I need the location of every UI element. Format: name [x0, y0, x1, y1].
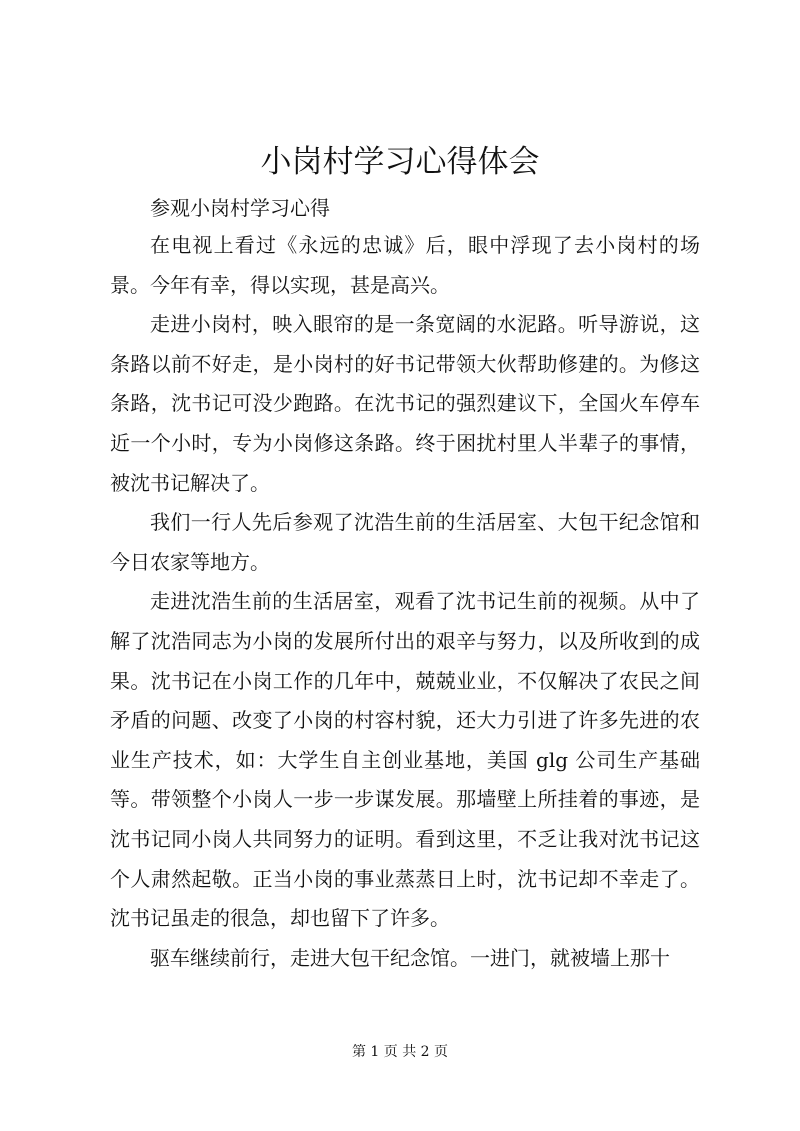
- document-body: [110, 226, 700, 978]
- document-subtitle: 参观小岗村学习心得: [150, 196, 330, 220]
- paragraph: 走进小岗村，映入眼帘的是一条宽阔的水泥路。听导游说，这条路以前不好走，是小岗村的好书记带领大伙帮助修建的。为修这条路，沈书记可没少跑路。在沈书记的强烈建议下，全国火车停车近一个小时，专为小岗修这条路。终于困扰村里人半辈子的事情，被沈书记解决了。: [110, 312, 700, 495]
- paragraph: 走进沈浩生前的生活居室，观看了沈书记生前的视频。从中了解了沈浩同志为小岗的发展所付出的艰辛与努力，以及所收到的成果。沈书记在小岗工作的几年中，兢兢业业，不仅解决了农民之间矛盾的问题、改变了小岗的村容村貌，还大力引进了许多先进的农业生产技术，如：大学生自主创业基地，美国 glg 公司生产基础等。带领整个小岗人一步一步谋发展。那墙壁上所挂着的事迹，是沈书记同小岗人共同努力的证明。看到这里，不乏让我对沈书记这个人肃然起敬。正当小岗的事业蒸蒸日上时，沈书记却不幸走了。沈书记虽走的很急，却也留下了许多。: [110, 589, 700, 931]
- paragraph: 在电视上看过《永远的忠诚》后，眼中浮现了去小岗村的场景。今年有幸，得以实现，甚是高兴。: [110, 233, 700, 297]
- paragraph: 驱车继续前行，走进大包干纪念馆。一进门，就被墙上那十: [150, 945, 670, 970]
- paragraph: 我们一行人先后参观了沈浩生前的生活居室、大包干纪念馆和今日农家等地方。: [110, 510, 700, 574]
- document-title: 小岗村学习心得体会: [260, 144, 540, 180]
- page-number-footer: 第 1 页 共 2 页: [351, 1044, 449, 1060]
